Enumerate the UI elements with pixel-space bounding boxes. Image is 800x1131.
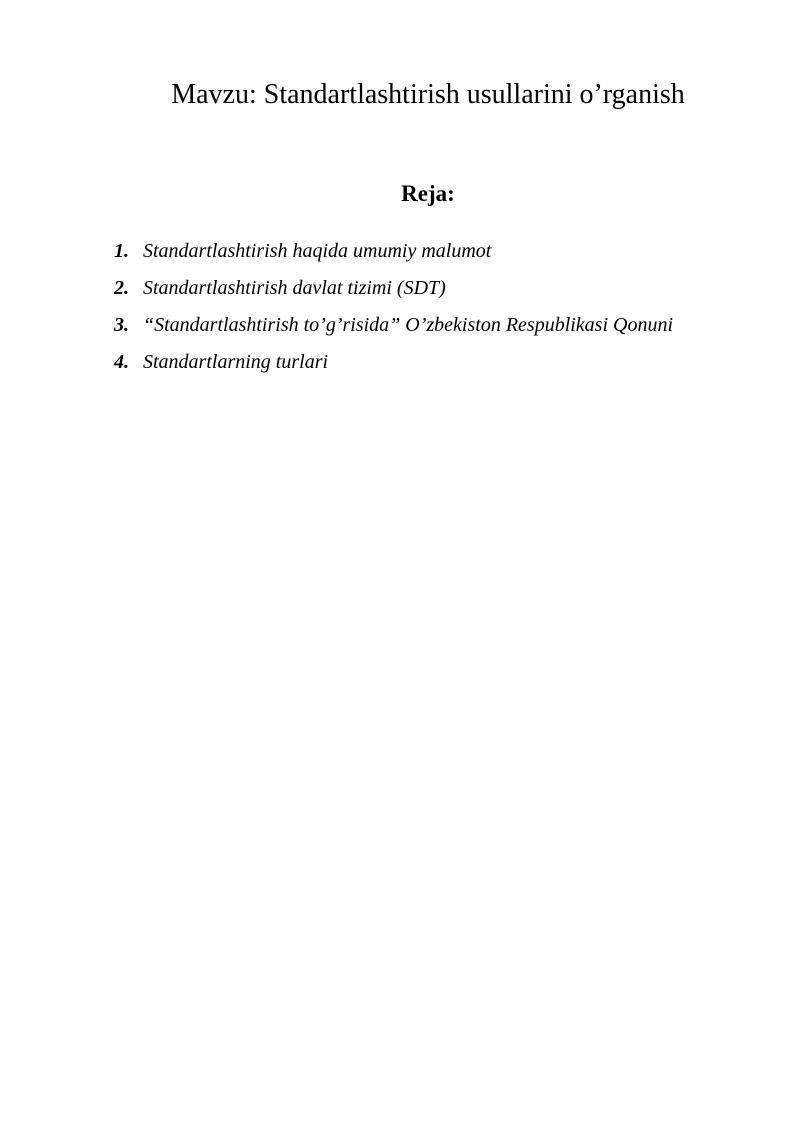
plan-item-number: 3.	[114, 314, 129, 336]
plan-list	[114, 238, 673, 386]
plan-item-text: Standartlarning turlari	[143, 351, 329, 373]
plan-item-text: Standartlashtirish haqida umumiy malumot	[143, 240, 492, 262]
plan-item	[114, 312, 673, 349]
page-title: Mavzu: Standartlashtirish usullarini o’rganish	[171, 79, 685, 110]
plan-item-number: 4.	[114, 351, 129, 373]
plan-item-text: Standartlashtirish davlat tizimi (SDT)	[143, 277, 446, 299]
plan-item-text: “Standartlashtirish to’g’risida” O’zbekiston Respublikasi Qonuni	[143, 314, 674, 336]
plan-heading: Reja:	[401, 181, 455, 206]
plan-item-number: 1.	[114, 240, 129, 262]
plan-item-number: 2.	[114, 277, 129, 299]
plan-item	[114, 349, 673, 386]
plan-item	[114, 238, 673, 275]
plan-item	[114, 275, 673, 312]
